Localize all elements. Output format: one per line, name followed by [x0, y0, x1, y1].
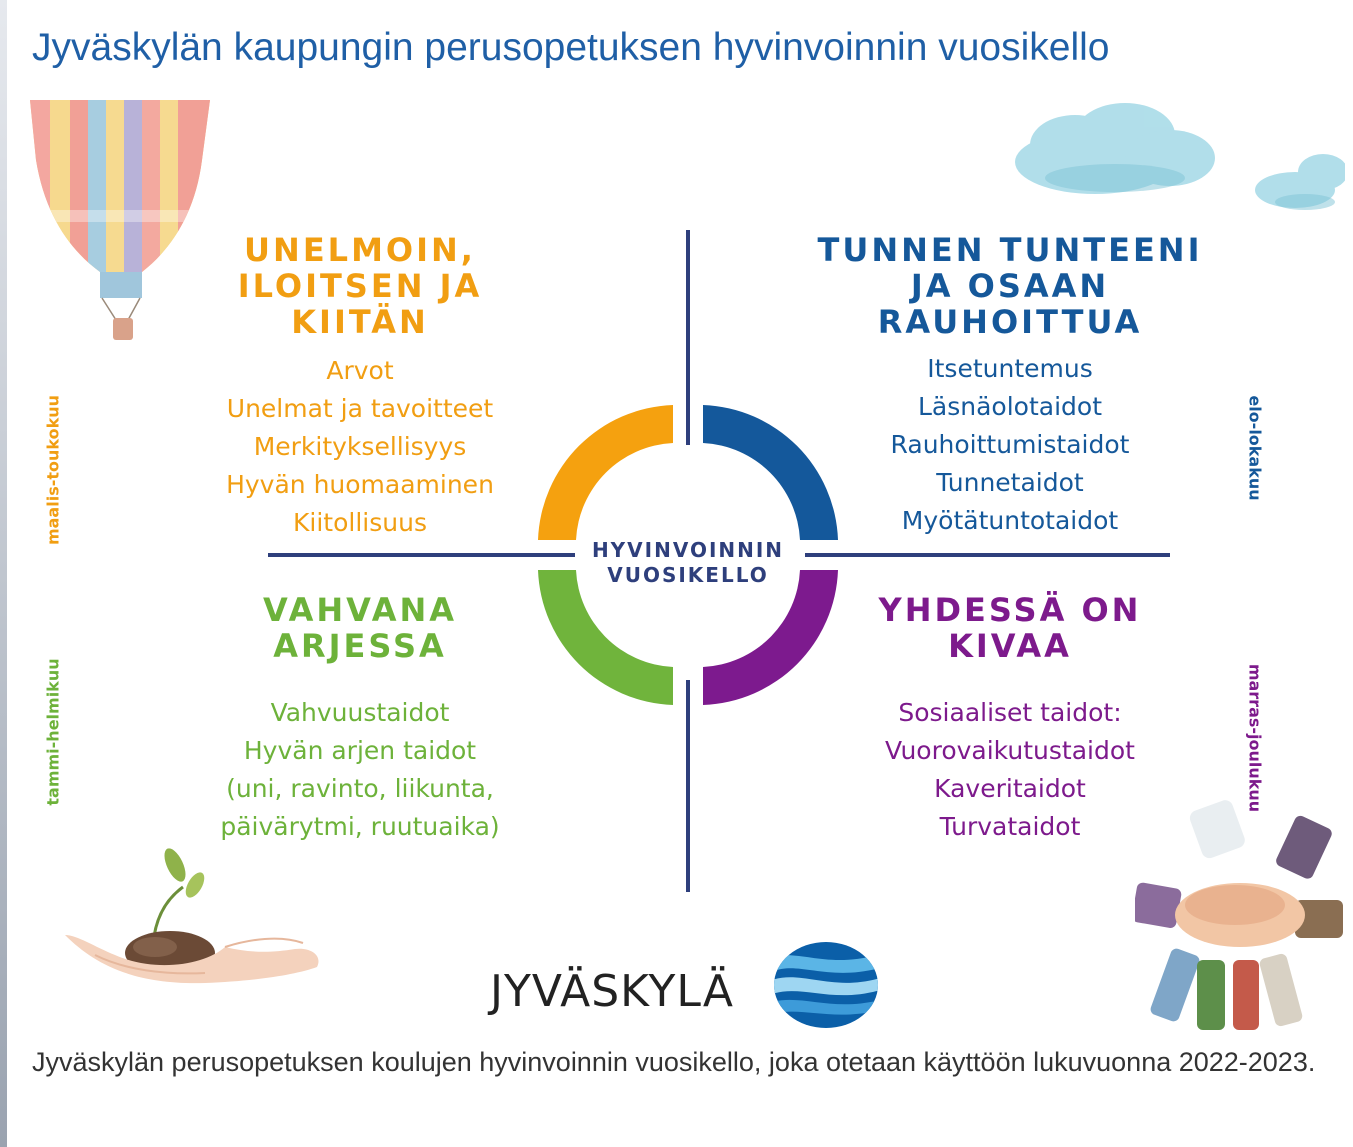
figure-caption: Jyväskylän perusopetuksen koulujen hyvinvoinnin vuosikello, joka otetaan käyttöön lukuvuonna 2022-2023. [32, 1047, 1316, 1077]
items-top-left [180, 352, 540, 542]
list-item: Turvataidot [939, 812, 1081, 841]
list-item: Hyvän arjen taidot [243, 736, 477, 765]
ring-segment-orange [538, 405, 673, 540]
heading-top-left-line: KIITÄN [291, 303, 429, 341]
heading-top-left-line: ILOITSEN JA [237, 267, 483, 305]
list-item: Itsetuntemus [927, 354, 1093, 383]
list-item: Merkityksellisyys [253, 432, 467, 461]
list-item: Unelmat ja tavoitteet [226, 394, 494, 423]
jyvaskyla-logo [490, 940, 890, 1030]
ring-segment-purple [703, 570, 838, 705]
season-label-top-right: elo-lokakuu [1245, 395, 1265, 501]
items-bottom-right [850, 694, 1170, 846]
stacked-hands-illustration [1135, 800, 1345, 1035]
list-item: Tunnetaidot [936, 468, 1084, 497]
ring-segment-green [538, 570, 673, 705]
heading-bottom-left-line: ARJESSA [273, 627, 447, 665]
list-item: Sosiaaliset taidot: [898, 698, 1122, 727]
list-item: Rauhoittumistaidot [890, 430, 1130, 459]
list-item: Kaveritaidot [934, 774, 1086, 803]
hand-with-seedling-illustration [55, 835, 330, 995]
list-item: päivärytmi, ruutuaika) [220, 812, 500, 841]
ring-segment-blue [703, 405, 838, 540]
heading-bottom-right [865, 592, 1155, 664]
items-bottom-left [180, 694, 540, 846]
list-item: Myötätuntotaidot [901, 506, 1119, 535]
page-left-edge [0, 0, 7, 1147]
season-label-bottom-left: tammi-helmikuu [43, 658, 63, 806]
heading-top-right-line: RAUHOITTUA [877, 303, 1143, 341]
list-item: Arvot [326, 356, 394, 385]
heading-top-left [185, 232, 535, 340]
list-item: (uni, ravinto, liikunta, [226, 774, 494, 803]
list-item: Läsnäolotaidot [917, 392, 1102, 421]
list-item: Vahvuustaidot [270, 698, 450, 727]
heading-bottom-left [215, 592, 505, 664]
page-title: Jyväskylän kaupungin perusopetuksen hyvinvoinnin vuosikello [32, 26, 1110, 69]
season-label-bottom-right: marras-joulukuu [1245, 663, 1265, 813]
heading-bottom-right-line: KIVAA [948, 627, 1072, 665]
list-item: Vuorovaikutustaidot [885, 736, 1135, 765]
heading-bottom-right-line: YHDESSÄ ON [878, 591, 1142, 629]
center-label-line2: VUOSIKELLO [607, 563, 769, 587]
heading-bottom-left-line: VAHVANA [262, 591, 458, 629]
wellbeing-year-clock-infographic [30, 100, 1345, 1040]
center-label-line1: HYVINVOINNIN [591, 538, 785, 562]
heading-top-right-line: TUNNEN TUNTEENI [817, 231, 1203, 269]
season-label-top-left: maalis-toukokuu [43, 394, 63, 546]
items-top-right [850, 350, 1170, 540]
logo-wave-mark [772, 940, 880, 1030]
list-item: Hyvän huomaaminen [226, 470, 494, 499]
heading-top-left-line: UNELMOIN, [244, 231, 476, 269]
list-item: Kiitollisuus [293, 508, 427, 537]
logo-wordmark: JYVÄSKYLÄ [490, 966, 734, 1017]
heading-top-right [805, 232, 1215, 340]
heading-top-right-line: JA OSAAN [910, 267, 1110, 305]
